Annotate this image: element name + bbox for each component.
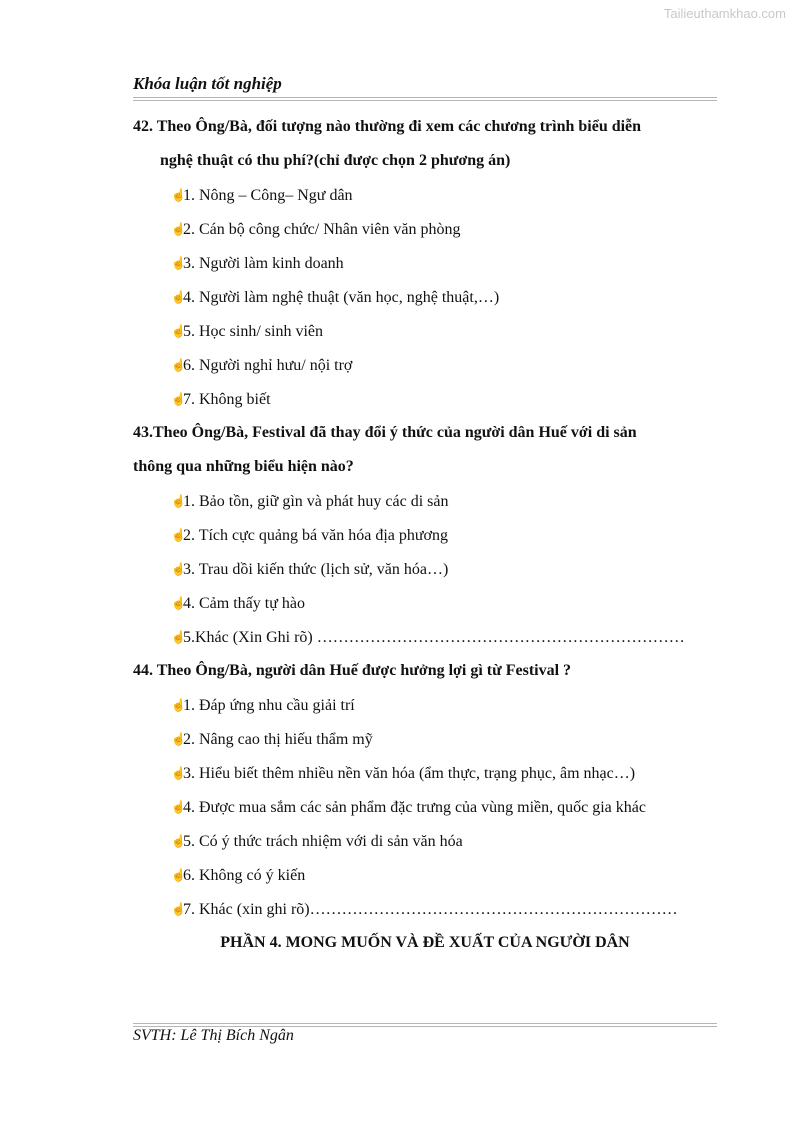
option-44-6[interactable] xyxy=(133,858,717,892)
checkbox-icon[interactable]: ☝ xyxy=(171,902,186,916)
page-header-title: Khóa luận tốt nghiệp xyxy=(133,74,282,93)
option-43-3[interactable] xyxy=(133,552,717,586)
option-44-4[interactable] xyxy=(133,790,717,824)
document-body xyxy=(133,110,717,960)
question-42-line-1: 42. Theo Ông/Bà, đối tượng nào thường đi xem các chương trình biểu diễn xyxy=(133,118,642,135)
checkbox-icon[interactable]: ☝ xyxy=(171,290,186,304)
option-44-3[interactable] xyxy=(133,756,717,790)
option-42-2[interactable] xyxy=(133,212,717,246)
checkbox-icon[interactable]: ☝ xyxy=(171,834,186,848)
option-42-6[interactable] xyxy=(133,348,717,382)
checkbox-icon[interactable]: ☝ xyxy=(171,256,186,270)
option-label: 1. Đáp ứng nhu cầu giải trí xyxy=(183,697,355,714)
option-42-1[interactable] xyxy=(133,178,717,212)
option-43-4[interactable] xyxy=(133,586,717,620)
option-label: 6. Người nghỉ hưu/ nội trợ xyxy=(183,357,353,374)
option-label: 7. Khác (xin ghi rõ)…………………………………………………………… xyxy=(183,901,678,918)
question-43 xyxy=(133,416,717,484)
option-44-2[interactable] xyxy=(133,722,717,756)
option-43-2[interactable] xyxy=(133,518,717,552)
option-label: 5. Học sinh/ sinh viên xyxy=(183,323,323,340)
question-43-line-1: 43.Theo Ông/Bà, Festival đã thay đổi ý thức của người dân Huế với di sản xyxy=(133,424,637,441)
option-label: 4. Người làm nghệ thuật (văn học, nghệ thuật,…) xyxy=(183,289,500,306)
checkbox-icon[interactable]: ☝ xyxy=(171,562,186,576)
checkbox-icon[interactable]: ☝ xyxy=(171,868,186,882)
option-label: 7. Không biết xyxy=(183,391,271,408)
question-43-line-2: thông qua những biểu hiện nào? xyxy=(133,458,354,475)
question-44 xyxy=(133,654,717,688)
option-label: 1. Bảo tồn, giữ gìn và phát huy các di sản xyxy=(183,493,449,510)
option-label: 4. Được mua sắm các sản phẩm đặc trưng của vùng miền, quốc gia khác xyxy=(183,799,646,816)
option-label: 3. Hiểu biết thêm nhiều nền văn hóa (ẩm thực, trạng phục, âm nhạc…) xyxy=(183,765,636,782)
checkbox-icon[interactable]: ☝ xyxy=(171,596,186,610)
question-44-line-1: 44. Theo Ông/Bà, người dân Huế được hưởng lợi gì từ Festival ? xyxy=(133,662,572,679)
option-label: 5. Có ý thức trách nhiệm với di sản văn hóa xyxy=(183,833,463,850)
checkbox-icon[interactable]: ☝ xyxy=(171,630,186,644)
option-44-7[interactable] xyxy=(133,892,717,926)
checkbox-icon[interactable]: ☝ xyxy=(171,188,186,202)
checkbox-icon[interactable]: ☝ xyxy=(171,358,186,372)
checkbox-icon[interactable]: ☝ xyxy=(171,528,186,542)
option-43-5[interactable] xyxy=(133,620,717,654)
option-label: 2. Nâng cao thị hiếu thẩm mỹ xyxy=(183,731,373,748)
option-label: 2. Tích cực quảng bá văn hóa địa phương xyxy=(183,527,448,544)
question-42-line-2: nghệ thuật có thu phí?(chỉ được chọn 2 phương án) xyxy=(160,152,511,169)
option-label: 1. Nông – Công– Ngư dân xyxy=(183,187,353,204)
option-label: 6. Không có ý kiến xyxy=(183,867,306,884)
option-label: 4. Cảm thấy tự hào xyxy=(183,595,305,612)
header-divider xyxy=(133,97,717,101)
page-footer-author: SVTH: Lê Thị Bích Ngân xyxy=(133,1027,294,1044)
option-label: 3. Trau dồi kiến thức (lịch sử, văn hóa…) xyxy=(183,561,449,578)
checkbox-icon[interactable]: ☝ xyxy=(171,392,186,406)
checkbox-icon[interactable]: ☝ xyxy=(171,324,186,338)
checkbox-icon[interactable]: ☝ xyxy=(171,222,186,236)
section-heading: PHẦN 4. MONG MUỐN VÀ ĐỀ XUẤT CỦA NGƯỜI DÂN xyxy=(220,934,630,951)
option-42-7[interactable] xyxy=(133,382,717,416)
checkbox-icon[interactable]: ☝ xyxy=(171,698,186,712)
checkbox-icon[interactable]: ☝ xyxy=(171,800,186,814)
checkbox-icon[interactable]: ☝ xyxy=(171,732,186,746)
option-42-5[interactable] xyxy=(133,314,717,348)
option-42-4[interactable] xyxy=(133,280,717,314)
option-44-5[interactable] xyxy=(133,824,717,858)
option-label: 5.Khác (Xin Ghi rõ) …………………………………………………………… xyxy=(183,629,685,646)
option-label: 2. Cán bộ công chức/ Nhân viên văn phòng xyxy=(183,221,461,238)
question-42 xyxy=(133,110,717,178)
option-43-1[interactable] xyxy=(133,484,717,518)
option-42-3[interactable] xyxy=(133,246,717,280)
option-44-1[interactable] xyxy=(133,688,717,722)
watermark: Tailieuthamkhao.com xyxy=(663,6,786,21)
option-label: 3. Người làm kinh doanh xyxy=(183,255,344,272)
checkbox-icon[interactable]: ☝ xyxy=(171,494,186,508)
checkbox-icon[interactable]: ☝ xyxy=(171,766,186,780)
